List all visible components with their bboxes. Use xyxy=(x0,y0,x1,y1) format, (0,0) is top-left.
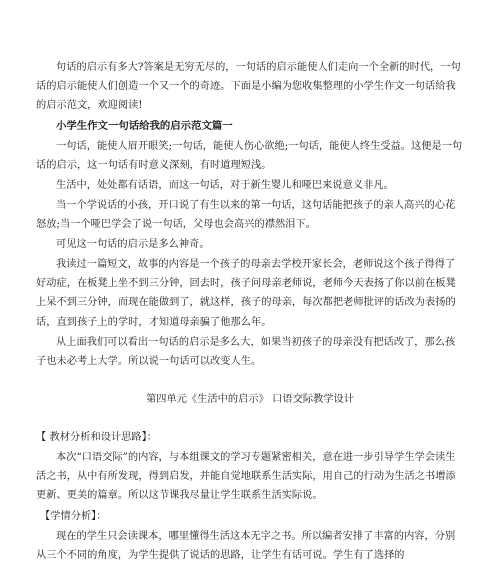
paragraph-5: 我读过一篇短文，故事的内容是一个孩子的母亲去学校开家长会，老师说这个孩子得得了好动症，在板凳上坐不到三分钟，回去时，孩子问母亲老师说，老师今天表扬了你以前在板凳上呆不到三分钟，而现在能做到了，就这样，孩子的母亲，每次都把老师批评的话改为表扬的话，直到孩子上的学时，才知道母亲骗了他那么年。 xyxy=(36,259,456,328)
paragraph-6: 从上面我们可以看出一句话的启示是多么大，如果当初孩子的母亲没有把话改了，那么孩子也未必考上大学。所以说一句话可以改变人生。 xyxy=(36,337,456,368)
label-learning-situation: 【学情分析】： xyxy=(40,511,107,522)
paragraph-8: 现在的学生只会读课本，哪里懂得生活这本无字之书。所以编者安排了丰富的内容，分别从三个不同的角度，为学生提供了说话的思路，让学生有话可说。学生有了选择的 xyxy=(36,531,456,562)
label-analysis: 【 教材分析和设计思路】： xyxy=(36,432,158,443)
section-title-essay: 小学生作文一句话给我的启示范文篇一 xyxy=(56,120,233,132)
paragraph-2: 生活中，处处都有话语，而这一句话，对于新生婴儿和哑巴来说意义非凡。 xyxy=(56,180,394,191)
section-title-lesson: 第四单元《生活中的启示》 口语交际教学设计 xyxy=(145,394,355,405)
paragraph-3: 当一个学说话的小孩，开口说了有生以来的第一句话，这句话能把孩子的亲人高兴的心花怒放;当一个哑巴学会了说一句话，父母也会高兴的襟然泪下。 xyxy=(36,200,456,231)
paragraph-4: 可见这一句话的启示是多么神奇。 xyxy=(56,239,210,250)
paragraph-7: 本次“口语交际”的内容，与本组课文的学习专题紧密相关，意在进一步引导学生学会读生活之书，从中有所发现，得到启发，并能自觉地联系生活实际，用自己的行动为生活之书增添更新、更美的篇章。所以这节课我尽量让学生联系生活实际说。 xyxy=(36,452,456,502)
intro-paragraph: 句话的启示有多大?答案是无穷无尽的，一句话的启示能使人们走向一个全新的时代，一句话的启示能使人们创造一个又一个的奇迹。下面是小编为您收集整理的小学生作文一句话给我的启示范文，欢迎阅读! xyxy=(36,62,461,112)
paragraph-1: 一句话，能使人眉开眼笑;一句话，能使人伤心欲绝;一句话，能使人终生受益。这便是一句话的启示，这一句话有时意义深刻，有时道理短浅。 xyxy=(36,141,463,172)
